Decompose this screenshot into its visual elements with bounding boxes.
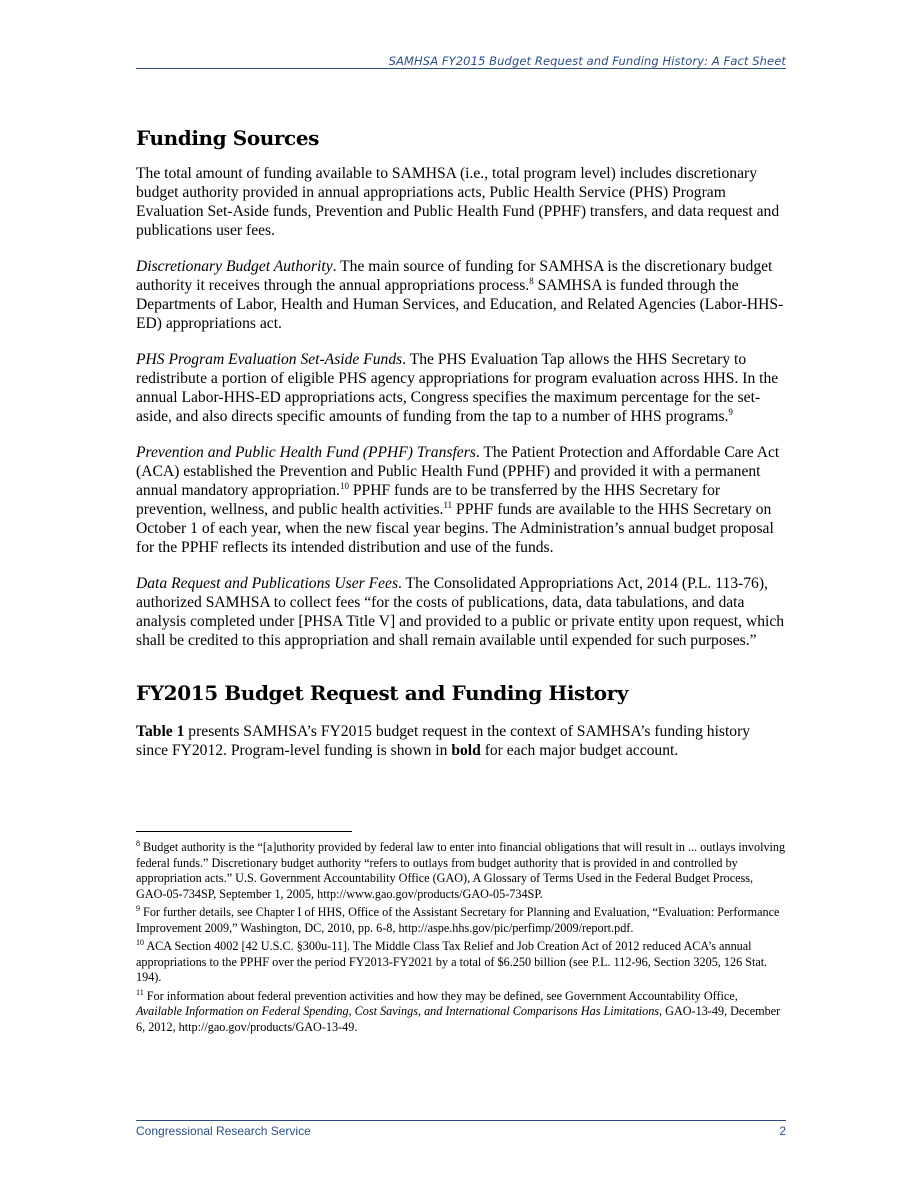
running-header: SAMHSA FY2015 Budget Request and Funding History: A Fact Sheet <box>388 54 786 68</box>
term: Discretionary Budget Authority <box>136 258 333 275</box>
header-rule <box>136 68 786 69</box>
term: Prevention and Public Health Fund (PPHF) Transfers <box>136 444 476 461</box>
footnote-9: $^9$ For further details, see Chapter I of HHS, Office of the Assistant Secretary for Planning and Evaluation, “Evaluation: Performance Improvement 2009,” Washington, DC, 2010, pp. 6-8, http://aspe.hhs.gov/pic/perfimp/2009/report.pdf. <box>136 903 780 935</box>
body-content <box>136 126 786 777</box>
footer-rule <box>136 1120 786 1121</box>
page-number: 2 <box>779 1124 786 1138</box>
table-reference[interactable]: Table 1 <box>136 723 185 740</box>
paragraph-discretionary-budget: Discretionary Budget Authority. The main source of funding for SAMHSA is the discretionary budget authority it receives through the annual appropriations process.$^8$ SAMHSA is funded through the Departments of Labor, Health and Human Services, and Education, and Related Agencies (Labor-HHS-ED) appropriations act. <box>136 258 784 332</box>
footnote-8: $^8$ Budget authority is the “[a]uthority provided by federal law to enter into financial obligations that will result in ... outlays involving federal funds.” Discretionary budget authority “refers to outlays from budget authority that is provided in and controlled by appropriation acts.” U.S. Government Accountability Office (GAO), A Glossary of Terms Used in the Federal Budget Process, GAO-05-734SP, September 1, 2005, http://www.gao.gov/products/GAO-05-734SP. <box>136 838 786 901</box>
footer-org: Congressional Research Service <box>136 1124 311 1138</box>
paragraph-phs-set-aside: PHS Program Evaluation Set-Aside Funds. The PHS Evaluation Tap allows the HHS Secretary to redistribute a portion of eligible PHS agency appropriations for program evaluation across HHS. In the annual Labor-HHS-ED appropriations acts, Congress specifies the maximum percentage for the set-aside, and also directs specific amounts of funding from the tap to a number of HHS programs.$^9$ <box>136 351 779 425</box>
section-heading-budget-history: FY2015 Budget Request and Funding History <box>136 681 629 705</box>
footnote-separator <box>136 831 352 832</box>
footnote-ref-11[interactable]: 11 <box>443 499 453 510</box>
footnote-ref-9[interactable]: 9 <box>728 406 733 417</box>
footnote-11: $^{11}$ For information about federal prevention activities and how they may be defined, see Government Accountability Office, Available Information on Federal Spending, Cost Savings, and International Comparisons Has Limitations, GAO-13-49, December 6, 2012, http://gao.gov/products/GAO-13-49. <box>136 987 781 1034</box>
footnotes <box>136 840 786 1038</box>
paragraph-user-fees: Data Request and Publications User Fees. The Consolidated Appropriations Act, 2014 (P.L. 113-76), authorized SAMHSA to collect fees “for the costs of publications, data, data tabulations, and data analysis completed under [PHSA Title V] and provided to a public or private entity upon request, which shall be credited to this appropriation and shall remain available until expended for such purposes.” <box>136 575 785 649</box>
section-heading-funding-sources: Funding Sources <box>136 126 320 150</box>
term: PHS Program Evaluation Set-Aside Funds <box>136 351 403 368</box>
footnote-ref-10[interactable]: 10 <box>339 480 349 491</box>
paragraph-pphf-transfers: Prevention and Public Health Fund (PPHF) Transfers. The Patient Protection and Affordable Care Act (ACA) established the Prevention and Public Health Fund (PPHF) and provided it with a permanent annual mandatory appropriation.$^{10}$ PPHF funds are to be transferred by the HHS Secretary for prevention, wellness, and public health activities.$^{11}$ PPHF funds are available to the HHS Secretary on October 1 of each year, when the new fiscal year begins. The Administration’s annual budget proposal for the PPHF reflects its intended distribution and use of the funds. <box>136 444 780 556</box>
paragraph-table-intro: Table 1 presents SAMHSA’s FY2015 budget request in the context of SAMHSA’s funding history since FY2012. Program-level funding is shown in bold for each major budget account. <box>136 723 751 759</box>
intro-paragraph: The total amount of funding available to SAMHSA (i.e., total program level) includes discretionary budget authority provided in annual appropriations acts, Public Health Service (PHS) Program Evaluation Set-Aside funds, Prevention and Public Health Fund (PPHF) transfers, and data request and publications user fees. <box>136 165 780 239</box>
term: Data Request and Publications User Fees <box>136 575 399 592</box>
footnote-10: $^{10}$ ACA Section 4002 [42 U.S.C. §300u-11]. The Middle Class Tax Relief and Job Creation Act of 2012 reduced ACA’s annual appropriations to the PPHF over the period FY2013-FY2021 by a total of $6.250 billion (see P.L. 112-96, Section 3205, 126 Stat. 194). <box>136 937 768 984</box>
footnote-ref-8[interactable]: 8 <box>529 275 534 286</box>
